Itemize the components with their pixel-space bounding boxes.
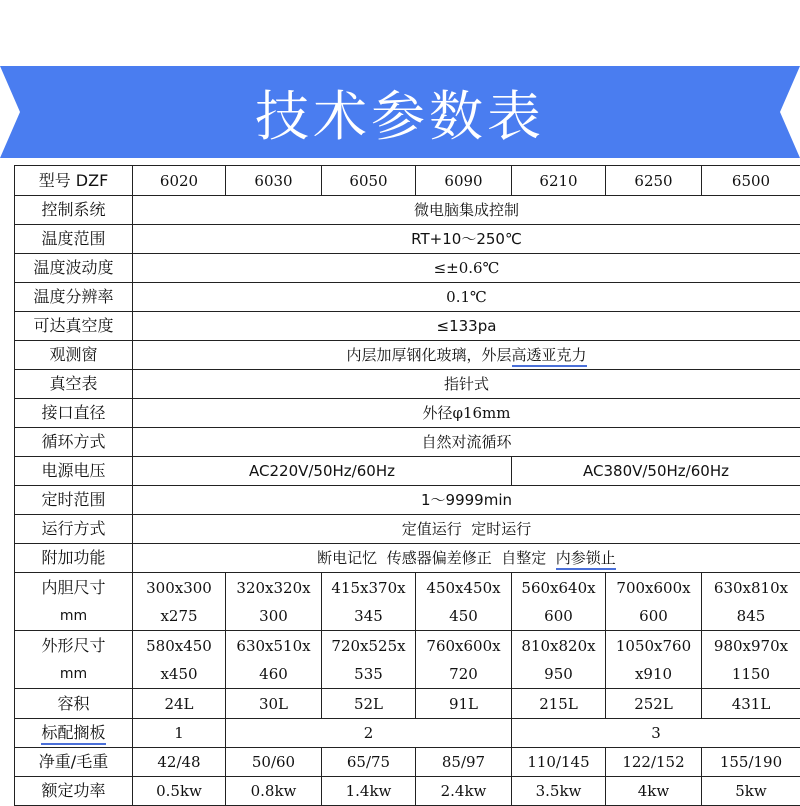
outer-size: 980x970x 1150 xyxy=(702,631,800,689)
inner-size: 700x600x 600 xyxy=(606,573,702,631)
volume-value: 215L xyxy=(512,689,606,719)
row-label-vacuum: 可达真空度 xyxy=(15,312,133,341)
outer-size: 1050x760 x910 xyxy=(606,631,702,689)
power-value-380: AC380V/50Hz/60Hz xyxy=(512,457,800,486)
table-row xyxy=(15,283,800,312)
shelf-label: 标配搁板 xyxy=(41,723,105,745)
inner-size: 300x300 x275 xyxy=(133,573,226,631)
volume-value: 24L xyxy=(133,689,226,719)
model-value: 6500 xyxy=(702,166,800,196)
outer-size: 810x820x 950 xyxy=(512,631,606,689)
row-label-port: 接口直径 xyxy=(15,399,133,428)
outer-size: 760x600x 720 xyxy=(416,631,512,689)
row-label-inner xyxy=(15,573,133,631)
mode-value: 定值运行 定时运行 xyxy=(133,515,800,544)
power-value-220: AC220V/50Hz/60Hz xyxy=(133,457,512,486)
model-value: 6090 xyxy=(416,166,512,196)
temp-range-value: RT+10～250℃ xyxy=(133,225,800,254)
table-row xyxy=(15,341,800,370)
timer-value: 1～9999min xyxy=(133,486,800,515)
model-value: 6050 xyxy=(322,166,416,196)
spec-table xyxy=(14,165,800,806)
model-value: 6030 xyxy=(226,166,322,196)
control-value: 微电脑集成控制 xyxy=(133,196,800,225)
table-row xyxy=(15,689,800,719)
row-label-model: 型号 DZF xyxy=(15,166,133,196)
weight-value: 122/152 xyxy=(606,748,702,777)
temp-fluct-value: ≤±0.6℃ xyxy=(133,254,800,283)
row-label-temp-res: 温度分辨率 xyxy=(15,283,133,312)
title-banner xyxy=(0,66,800,158)
temp-res-value: 0.1℃ xyxy=(133,283,800,312)
row-label-circulation: 循环方式 xyxy=(15,428,133,457)
weight-value: 65/75 xyxy=(322,748,416,777)
row-label-volume: 容积 xyxy=(15,689,133,719)
row-label-weight: 净重/毛重 xyxy=(15,748,133,777)
row-label-rated-power: 额定功率 xyxy=(15,777,133,806)
table-row xyxy=(15,312,800,341)
table-row xyxy=(15,777,800,806)
outer-size: 720x525x 535 xyxy=(322,631,416,689)
window-value-plain: 内层加厚钢化玻璃，外层 xyxy=(346,346,511,364)
rated-power-value: 0.5kw xyxy=(133,777,226,806)
model-value: 6020 xyxy=(133,166,226,196)
row-label-outer xyxy=(15,631,133,689)
model-value: 6210 xyxy=(512,166,606,196)
table-row xyxy=(15,544,800,573)
volume-value: 52L xyxy=(322,689,416,719)
outer-label: 外形尺寸 xyxy=(15,632,132,660)
outer-size: 630x510x 460 xyxy=(226,631,322,689)
volume-value: 431L xyxy=(702,689,800,719)
table-row xyxy=(15,748,800,777)
row-label-power: 电源电压 xyxy=(15,457,133,486)
volume-value: 30L xyxy=(226,689,322,719)
weight-value: 155/190 xyxy=(702,748,800,777)
extra-value-underlined: 内参锁止 xyxy=(556,549,616,570)
table-row xyxy=(15,515,800,544)
port-value: 外径φ16mm xyxy=(133,399,800,428)
weight-value: 42/48 xyxy=(133,748,226,777)
weight-value: 50/60 xyxy=(226,748,322,777)
rated-power-value: 2.4kw xyxy=(416,777,512,806)
table-row xyxy=(15,166,800,196)
table-row xyxy=(15,457,800,486)
row-label-shelf xyxy=(15,719,133,748)
volume-value: 252L xyxy=(606,689,702,719)
inner-size: 560x640x 600 xyxy=(512,573,606,631)
weight-value: 110/145 xyxy=(512,748,606,777)
outer-unit: mm xyxy=(15,660,132,688)
extra-value xyxy=(133,544,800,573)
shelf-value: 3 xyxy=(512,719,800,748)
row-label-window: 观测窗 xyxy=(15,341,133,370)
row-label-temp-fluct: 温度波动度 xyxy=(15,254,133,283)
rated-power-value: 0.8kw xyxy=(226,777,322,806)
table-row xyxy=(15,428,800,457)
page-title: 技术参数表 xyxy=(0,66,800,158)
gauge-value: 指针式 xyxy=(133,370,800,399)
shelf-value: 2 xyxy=(226,719,512,748)
row-label-extra: 附加功能 xyxy=(15,544,133,573)
vacuum-value: ≤133pa xyxy=(133,312,800,341)
inner-label: 内胆尺寸 xyxy=(15,574,132,602)
inner-size: 630x810x 845 xyxy=(702,573,800,631)
model-value: 6250 xyxy=(606,166,702,196)
circulation-value: 自然对流循环 xyxy=(133,428,800,457)
shelf-value: 1 xyxy=(133,719,226,748)
row-label-control: 控制系统 xyxy=(15,196,133,225)
inner-size: 450x450x 450 xyxy=(416,573,512,631)
table-row xyxy=(15,196,800,225)
window-value-underlined: 高透亚克力 xyxy=(512,346,587,367)
table-row xyxy=(15,370,800,399)
rated-power-value: 1.4kw xyxy=(322,777,416,806)
table-row xyxy=(15,719,800,748)
row-label-temp-range: 温度范围 xyxy=(15,225,133,254)
rated-power-value: 3.5kw xyxy=(512,777,606,806)
row-label-timer: 定时范围 xyxy=(15,486,133,515)
outer-size: 580x450 x450 xyxy=(133,631,226,689)
weight-value: 85/97 xyxy=(416,748,512,777)
rated-power-value: 4kw xyxy=(606,777,702,806)
inner-unit: mm xyxy=(15,602,132,630)
extra-value-plain: 断电记忆 传感器偏差修正 自整定 xyxy=(317,549,556,567)
table-row xyxy=(15,631,800,689)
rated-power-value: 5kw xyxy=(702,777,800,806)
inner-size: 320x320x 300 xyxy=(226,573,322,631)
table-row xyxy=(15,254,800,283)
volume-value: 91L xyxy=(416,689,512,719)
table-row xyxy=(15,399,800,428)
table-row xyxy=(15,225,800,254)
table-row xyxy=(15,486,800,515)
table-row xyxy=(15,573,800,631)
window-value xyxy=(133,341,800,370)
row-label-mode: 运行方式 xyxy=(15,515,133,544)
inner-size: 415x370x 345 xyxy=(322,573,416,631)
row-label-gauge: 真空表 xyxy=(15,370,133,399)
